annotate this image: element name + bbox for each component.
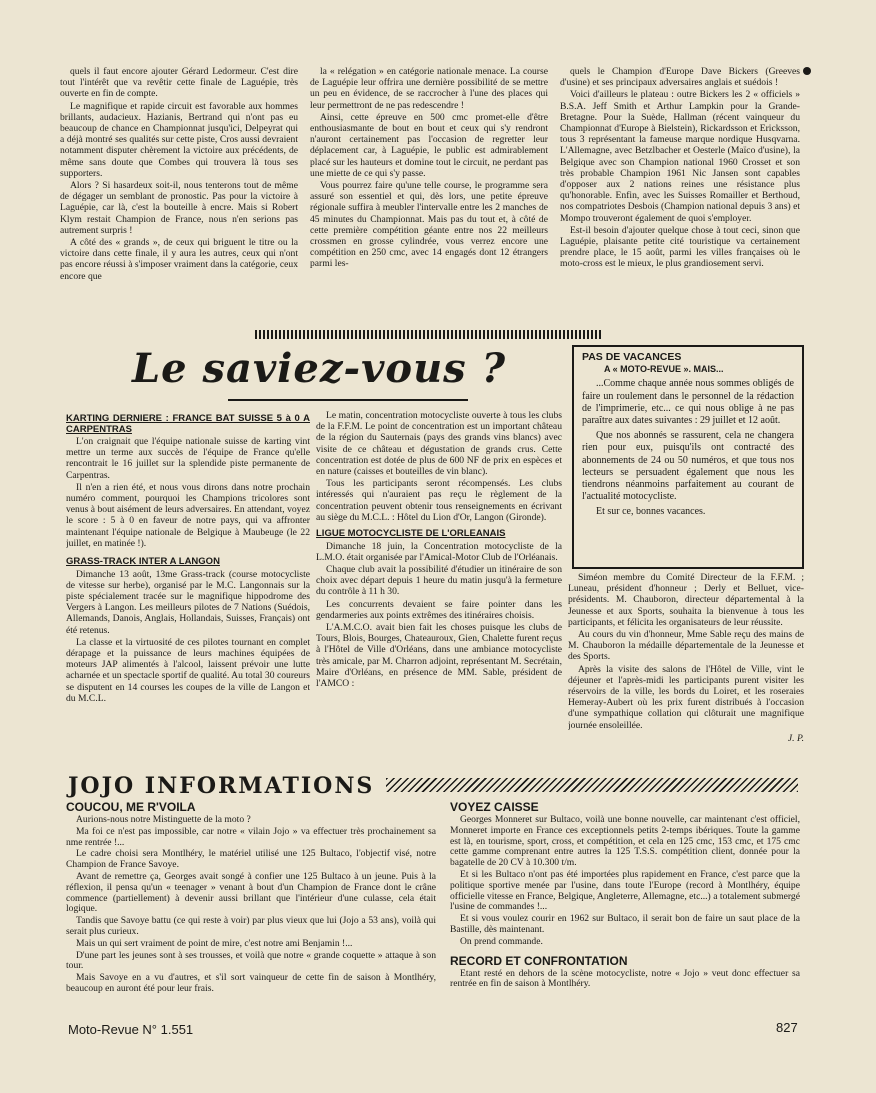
paragraph: Chaque club avait la possibilité d'étudier un itinéraire de son choix avec départ depuis 1 heure du matin jusqu'à la fermeture du contrôle à 11 h 30. xyxy=(316,563,562,598)
box-title: PAS DE VACANCES xyxy=(582,351,682,363)
section-divider xyxy=(255,330,603,339)
paragraph: Siméon membre du Comité Directeur de la F.F.M. ; Luneau, président d'honneur ; Derly et Belluet, vice-présidents. M. Chauboron, directeur départemental à la Jeunesse et aux Sports, souhaita la bienvenue à tous les participants, et félicita les organisateurs de leur réussite. xyxy=(568,572,804,628)
top-column-2 xyxy=(310,66,548,322)
paragraph: la « relégation » en catégorie nationale menace. La course de Laguépie leur offrira une dernière possibilité de se mettre un peu en évidence, de se raccrocher à l'une des places qui leur permettront de ne pas redescendre ! xyxy=(310,66,548,111)
coucou-heading: COUCOU, ME R'VOILA xyxy=(66,800,196,814)
paragraph: Tandis que Savoye battu (ce qui reste à voir) par plus vieux que lui (Jojo a 53 ans), voilà qui serait plus curieux. xyxy=(66,915,436,937)
paragraph: Georges Monneret sur Bultaco, voilà une bonne nouvelle, car maintenant c'est officiel, Monneret importe en France ces exceptionnels petits 2-temps ibériques. Toute la gamme est là, en tourisme, sport, cross, et compétition, et cela en 125 cmc, 153 cmc, et 175 cmc cette gamme comprenant entre autres la 125 T.S.S. compétition client, donnée pour la bagatelle de 20 CV à 10.300 t/m. xyxy=(450,814,800,869)
caisse-heading: VOYEZ CAISSE xyxy=(450,800,539,814)
top-column-3 xyxy=(560,66,800,322)
record-heading: RECORD ET CONFRONTATION xyxy=(450,953,628,968)
paragraph: Ainsi, cette épreuve en 500 cmc promet-elle d'être enthousiasmante de bout en bout et ceux qui s'y rendront n'auront certainement pas l'occasion de regretter leur déplacement car, à Laguépie, le public est admirablement placé sur les hauteurs et domine tout le circuit, ne perdant pas une miette de ce qui s'y passe. xyxy=(310,111,548,179)
paragraph: Etant resté en dehors de la scène motocycliste, notre « Jojo » veut donc effectuer sa rentrée en fin de saison à Montlhéry. xyxy=(450,967,800,990)
paragraph: L'on craignait que l'équipe nationale suisse de karting vint mettre un terme aux succès de l'équipe de France qu'elle rencontrait le 16 juillet sur la splendide piste permanente de Carpentras. xyxy=(66,436,310,481)
paragraph: Que nos abonnés se rassurent, cela ne changera rien pour eux, puisqu'ils ont contracté des abonnements de 24 ou 50 numéros, et que tous nos lecteurs se persuadent également que nous les tiendrons néanmoins parfaitement au courant de l'actualité motocycliste. xyxy=(582,430,794,503)
jojo-title: JOJO INFORMATIONS xyxy=(68,773,375,799)
decorative-wave-band xyxy=(386,778,798,792)
news-column-1 xyxy=(66,414,310,764)
paragraph: Dimanche 13 août, 13me Grass-track (course motocycliste de vitesse sur herbe), organisé par le M.C. Langonnais sur la piste spécialement tracée sur le magnifique hippodrome des Vergers à Langon. Les meilleurs pilotes de 7 Nations (Suédois, Allemands, Danois, Anglais, Hollandais, Suisses, Français) ont été retenus. xyxy=(66,568,310,636)
paragraph: Aurions-nous notre Mistinguette de la moto ? xyxy=(76,814,251,825)
paragraph: Le cadre choisi sera Montlhéry, le matériel utilisé une 125 Bultaco, l'objectif visé, notre Champion de France Savoye. xyxy=(66,848,436,871)
box-subtitle: A « MOTO-REVUE ». MAIS... xyxy=(604,364,724,375)
paragraph: Ma foi ce n'est pas impossible, car notre « vilain Jojo » va effectuer très prochainement sa nme rentrée !... xyxy=(66,825,436,848)
paragraph: Les concurrents devaient se faire pointer dans les gendarmeries aux points extrêmes des itinéraires choisis. xyxy=(316,598,562,621)
page-number: 827 xyxy=(776,1020,798,1035)
paragraph: Mais un qui sert vraiment de point de mire, c'est notre ami Benjamin !... xyxy=(76,937,353,949)
paragraph: Alors ? Si hasardeux soit-il, nous tenterons tout de même de dégager un semblant de pronostic. Pas pour la victoire à Laguépie, car là, c'est la bouteille à encre. Mais si Robert Klym restait Champion de France, nous n'en serions pas autrement surpris ! xyxy=(60,180,298,236)
paragraph: Tous les participants seront récompensés. Les clubs intéressés qui n'auraient pas reçu le règlement de la concentration peuvent obtenir tous renseignements en écrivant au siège du M.C.L. : Hôtel du Lion d'Or, Langon (Gironde). xyxy=(316,478,562,523)
vacation-notice-box xyxy=(572,345,804,569)
paragraph: Au cours du vin d'honneur, Mme Sable reçu des mains de M. Chauboron la médaille départementale de la Jeunesse et des Sports. xyxy=(568,629,804,663)
top-column-1 xyxy=(60,66,298,322)
grass-track-heading: GRASS-TRACK INTER A LANGON xyxy=(66,556,220,568)
paragraph: Le magnifique et rapide circuit est favorable aux hommes brillants, audacieux. Hazianis, Bertrand qui n'ont pas eu beaucoup de chance en Championnat jusqu'ici, Delpeyrat qui a déjà montré ses qualités sur cette piste, Cros aussi devraient notamment disputer chèrement la victoire aux précédents, de même sans doute que Combes qui trouvera là tous ses supporters. xyxy=(60,100,298,179)
paragraph: A côté des « grands », de ceux qui briguent le titre ou la victoire dans cette finale, il y aura les autres, ceux qui n'ont pas encore réussi à s'imposer vraiment dans la catégorie, ceux encore que xyxy=(60,237,298,282)
news-column-3 xyxy=(568,572,804,764)
paragraph: Voici d'ailleurs le plateau : outre Bickers les 2 « officiels » B.S.A. Jeff Smith et Arthur Lampkin pour la Grande-Bretagne. Pour la Suède, Hallman (récent vainqueur du Championnat d'Europe à Bielstein), Rickardsson et Ericksson, tous 3 représentant la fameuse marque nordique Husqvarna. L'Allemagne, avec Betzlbacher et Oesterle (Maïco d'usine), la Belgique avec son Champion national 1960 Crosset et son très probable Champion 1961 Nic Jansen sont capables d'opposer aux 2 nations reines une résistance plus qu'honorable. Enfin, avec les Suisses Romailler et Berthoud, nos compatriotes Desbois (Champion national depuis 3 ans) et Mompo trouveront également de quoi s'employer. xyxy=(560,89,800,224)
paragraph: Mais Savoye en a vu d'autres, et s'il sort vainqueur de cette fin de saison à Montlhéry, beaucoup en auront été pour leur frais. xyxy=(66,972,436,994)
bullet-dot-icon xyxy=(803,67,811,75)
paragraph: Après la visite des salons de l'Hôtel de Ville, vint le déjeuner et l'après-midi les participants purent visiter les réservoirs de la ville, les bords du Loiret, et les roseraies Hemeray-Aubert où les prix furent distribués à l'occasion d'une sympathique collation qui clôturait une magnifique journée ensoleillée. xyxy=(568,663,804,731)
author-signature: J. P. xyxy=(787,732,804,744)
paragraph: Dimanche 18 juin, la Concentration motocycliste de la L.M.O. était organisée par l'Amical-Motor Club de l'Orléanais. xyxy=(316,540,562,563)
paragraph: quels le Champion d'Europe Dave Bickers (Greeves d'usine) et ses principaux adversaires anglais et suédois ! xyxy=(560,66,800,89)
paragraph: Avant de remettre ça, Georges avait songé à confier une 125 Bultaco à un jeune. Puis à la réflexion, il pensa qu'un « teenager » venant à bout d'un Champion de France dont le crâne commence (partiellement) à devenir aussi brillant que l'intérieur d'une culasse, cela était logique. xyxy=(66,870,436,915)
paragraph: Il n'en a rien été, et nous vous dirons dans notre prochain numéro comment, pourquoi les Champions tricolores sont venus à bout aisément de leurs adversaires. En attendant, voyez le score : 5 à 0 en faveur de notre pays, qui va affronter maintenant l'équipe nationale de Belgique à Maubeuge (le 22 juillet, en matinée !). xyxy=(66,481,310,549)
paragraph: Et si les Bultaco n'ont pas été importées plus rapidement en France, c'est parce que la politique sportive menée par l'usine, dans toute l'Europe (record à Montlhéry, équipe officielle vitesse en France, Belgique, Angleterre, Allemagne, etc...) a totalement submergé l'usine de commandes !... xyxy=(450,868,800,913)
magazine-issue-label: Moto-Revue N° 1.551 xyxy=(68,1022,194,1037)
paragraph: L'A.M.C.O. avait bien fait les choses puisque les clubs de Tours, Blois, Bourges, Chateauroux, Gien, Chalette furent reçus à l'Hôtel de Ville d'Orléans, dans une ambiance motocycliste très amicale, par M. Charron adjoint, représentant M. Secrétain, Maire d'Orléans, en présence de MM. Sable, président de l'AMCO : xyxy=(316,621,562,689)
paragraph: Et sur ce, bonnes vacances. xyxy=(596,506,706,518)
karting-heading: KARTING DERNIERE : FRANCE BAT SUISSE 5 à 0 A CARPENTRAS xyxy=(66,414,310,435)
saviez-title: Le saviez-vous ? xyxy=(132,345,507,392)
paragraph: ...Comme chaque année nous sommes obligés de faire un roulement dans le personnel de la rédaction de l'imprimerie, etc... ce qui nous oblige à ne pas paraître aux dates suivantes : 29 juillet et 12 août. xyxy=(582,378,794,427)
paragraph: D'une part les jeunes sont à ses trousses, et voilà que notre « grande coquette » attaque à son tour. xyxy=(66,949,436,972)
ligue-heading: LIGUE MOTOCYCLISTE DE L'ORLEANAIS xyxy=(316,528,506,540)
paragraph: La classe et la virtuosité de ces pilotes tournant en complet dérapage et la puissance de leurs machines équipées de moteurs JAP alimentés à l'alcool, laissent prévoir une lutte acharnée et un spectacle sportif de qualité. Au total 30 coureurs se disputent en 14 courses les coupes de la ville de Langon et du M.C.L. xyxy=(66,636,310,704)
paragraph: Le matin, concentration motocycliste ouverte à tous les clubs de la F.F.M. Le point de concentration est un important château de la région du Sauternais (pays des grands vins blancs) avec visite de ce château et dégustation de grands crus. Cette concentration est dotée de plus de 600 NF de prix en espèces et en nature (caisses et bouteilles de vin blanc). xyxy=(316,410,562,478)
paragraph: Et si vous voulez courir en 1962 sur Bultaco, il serait bon de faire un saut place de la Bastille, dès maintenant. xyxy=(450,913,800,935)
paragraph: Est-il besoin d'ajouter quelque chose à tout ceci, sinon que Laguépie, plaisante petite cité touristique va certainement prendre place, le 15 août, parmi les villes françaises où le moto-cross est le mieux, le plus grandiosement servi. xyxy=(560,224,800,270)
jojo-column-2 xyxy=(450,800,800,1012)
paragraph: quels il faut encore ajouter Gérard Ledormeur. C'est dire tout l'intérêt que va revêtir cette finale de Laguépie, très ouverte en fin de compte. xyxy=(60,66,298,100)
jojo-column-1 xyxy=(66,800,436,1012)
saviez-underline xyxy=(228,399,468,401)
paragraph: On prend commande. xyxy=(460,935,543,947)
news-column-2 xyxy=(316,410,562,764)
paragraph: Vous pourrez faire qu'une telle course, le programme sera assuré son essentiel et qui, dès lors, une petite épreuve régionale suffira à meubler l'intervalle entre les 2 manches de 45 minutes du Championnat. Mais pas du tout et, à côté de cette première compétition géante entre nos 22 meilleurs crossmen en grosse cylindrée, vous verrez encore une compétition en 250 cmc, avec 14 engagés dont 12 étrangers parmi les- xyxy=(310,180,548,270)
